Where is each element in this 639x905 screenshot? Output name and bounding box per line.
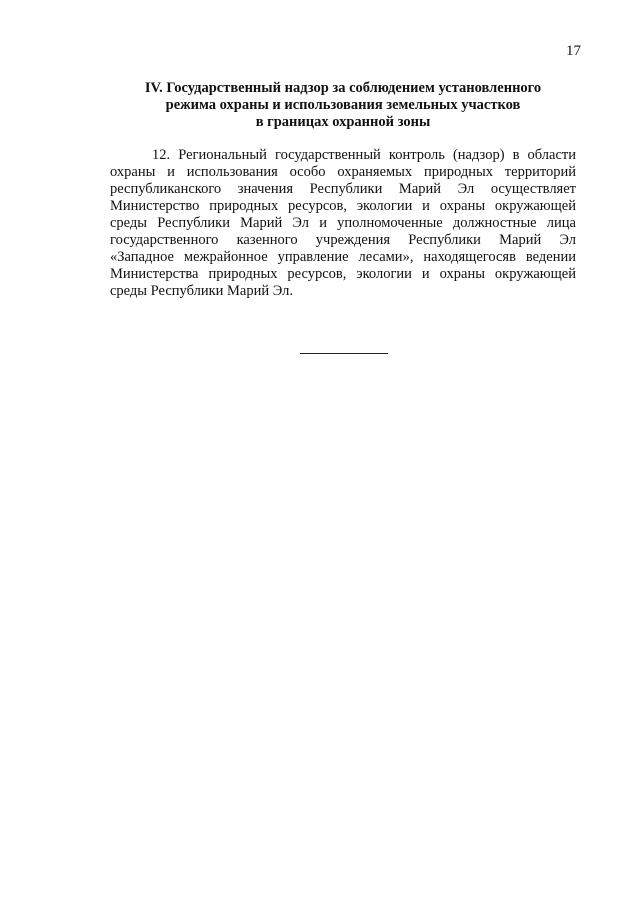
paragraph-line: Министерство природных ресурсов, экологии и охраны окружающей	[110, 198, 576, 214]
section-heading-line: в границах охранной зоны	[255, 114, 431, 130]
paragraph-12	[110, 147, 576, 300]
paragraph-line: Министерства природных ресурсов, экологии и охраны окружающей	[110, 266, 576, 282]
paragraph-line: республиканского значения Республики Марий Эл осуществляет	[110, 181, 576, 197]
paragraph-line: охраны и использования особо охраняемых природных территорий	[110, 164, 576, 180]
paragraph-line: государственного казенного учреждения Республики Марий Эл	[110, 232, 576, 248]
page-number: 17	[566, 43, 581, 59]
section-heading	[110, 80, 576, 131]
paragraph-line: среды Республики Марий Эл.	[110, 283, 294, 299]
paragraph-line: 12. Региональный государственный контроль (надзор) в области	[152, 147, 576, 163]
paragraph-line: «Западное межрайонное управление лесами», находящегосяв ведении	[110, 249, 576, 265]
paragraph-line: среды Республики Марий Эл и уполномоченные должностные лица	[110, 215, 576, 231]
section-heading-line: IV. Государственный надзор за соблюдением установленного	[144, 80, 542, 96]
section-heading-line: режима охраны и использования земельных участков	[165, 97, 521, 113]
end-of-document-rule	[300, 353, 388, 354]
